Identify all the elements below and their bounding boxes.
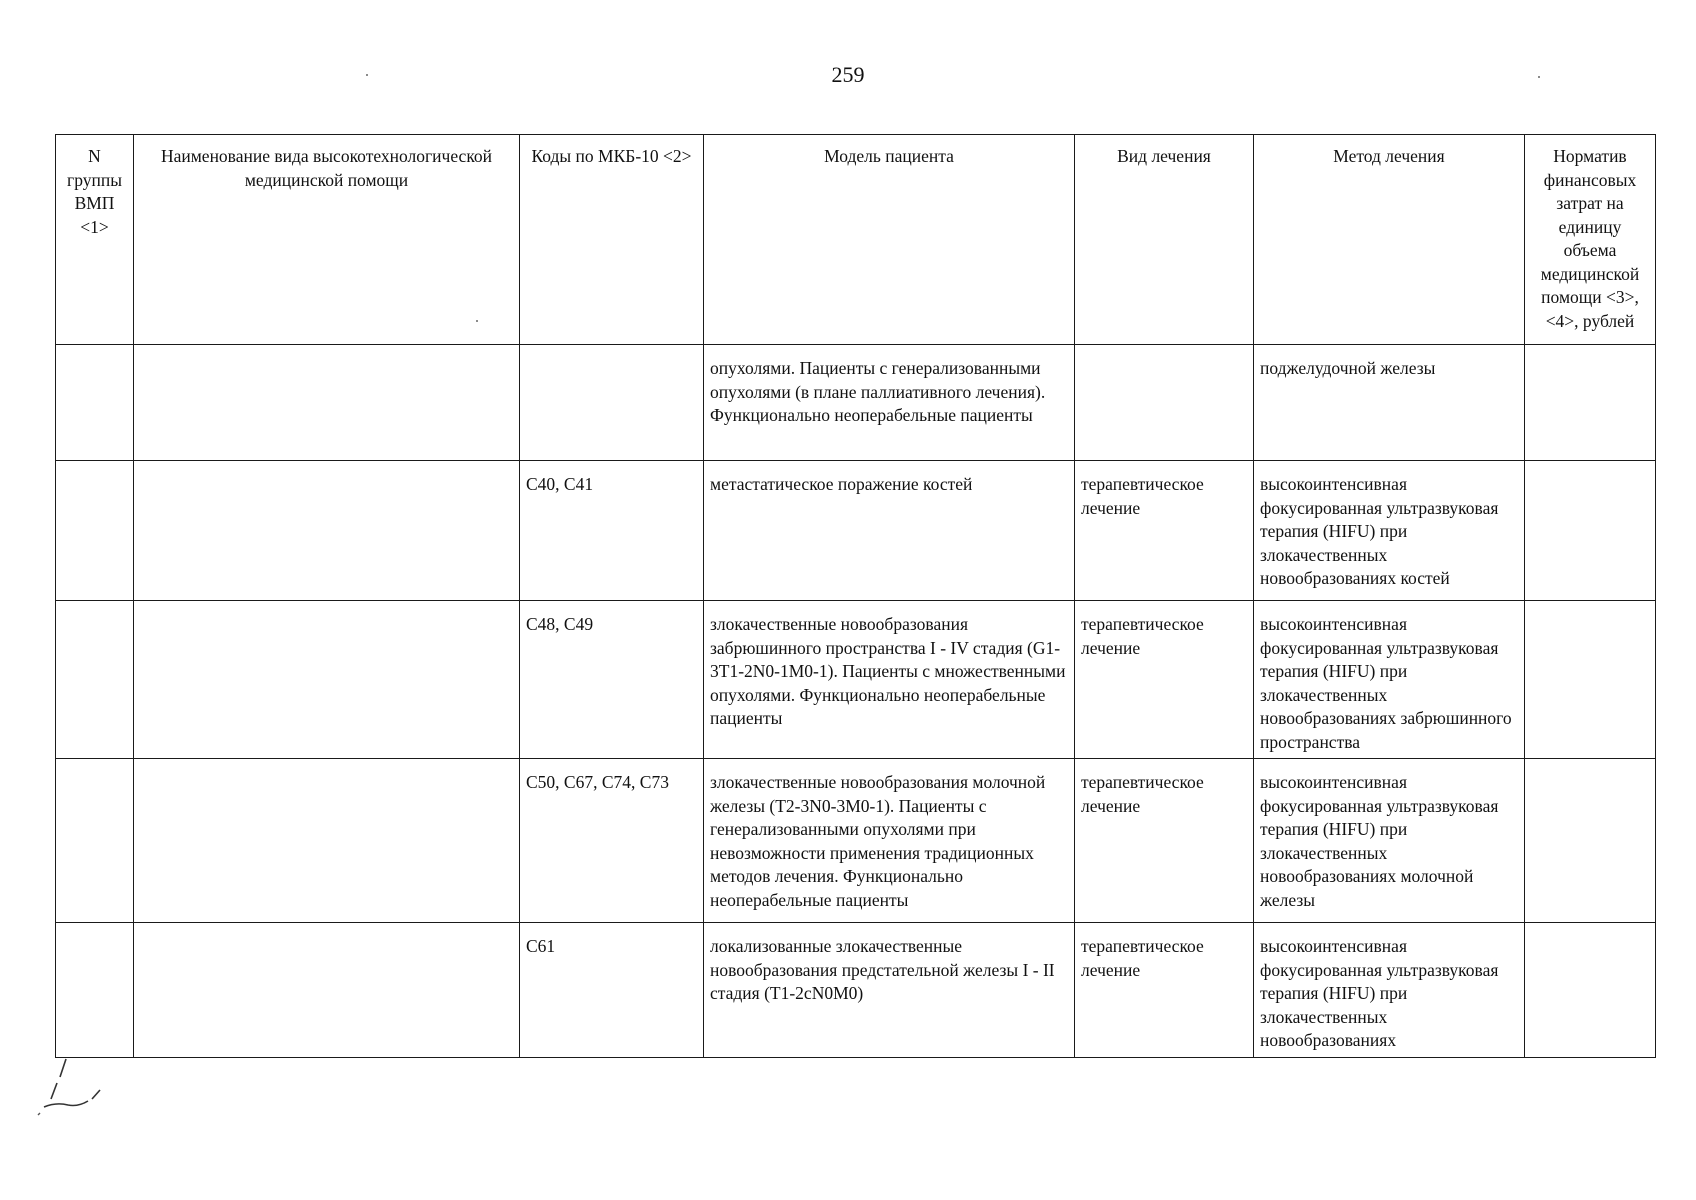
table-row [56,345,1656,461]
header-cost-standard: Норматив финансовых затрат на единицу объема медицинской помощи <3>, <4>, рублей [1525,135,1656,345]
cell-cost [1525,461,1656,601]
cell-cost [1525,759,1656,923]
cell-name [134,461,520,601]
vmp-table [55,134,1656,1058]
cell-codes: C50, C67, C74, C73 [520,759,704,923]
cell-method: высокоинтенсивная фокусированная ультразвуковая терапия (HIFU) при злокачественных новообразованиях [1254,923,1525,1058]
cell-method: высокоинтенсивная фокусированная ультразвуковая терапия (HIFU) при злокачественных новообразованиях костей [1254,461,1525,601]
cell-cost [1525,923,1656,1058]
cell-model: опухолями. Пациенты с генерализованными опухолями (в плане паллиативного лечения). Функционально неоперабельные пациенты [704,345,1075,461]
cell-treatment: терапевтическое лечение [1075,601,1254,759]
cell-treatment: терапевтическое лечение [1075,923,1254,1058]
cell-model: метастатическое поражение костей [704,461,1075,601]
cell-name [134,923,520,1058]
cell-group [56,601,134,759]
table-row [56,461,1656,601]
cell-treatment [1075,345,1254,461]
cell-codes: C61 [520,923,704,1058]
cell-codes: C40, C41 [520,461,704,601]
cell-model: локализованные злокачественные новообразования предстательной железы I - II стадия (T1-2cN0M0) [704,923,1075,1058]
cell-name [134,345,520,461]
header-icd10-codes: Коды по МКБ-10 <2> [520,135,704,345]
cell-treatment: терапевтическое лечение [1075,759,1254,923]
cell-cost [1525,345,1656,461]
cell-model: злокачественные новообразования молочной железы (T2-3N0-3M0-1). Пациенты с генерализованными опухолями при невозможности применения традиционных методов лечения. Функционально неоперабельные пациенты [704,759,1075,923]
cell-group [56,345,134,461]
scan-speck [476,320,478,322]
cell-name [134,759,520,923]
table-header-row [56,135,1656,345]
cell-method: поджелудочной железы [1254,345,1525,461]
table-row [56,923,1656,1058]
page-number: 259 [831,62,865,87]
cell-method: высокоинтенсивная фокусированная ультразвуковая терапия (HIFU) при злокачественных новообразованиях молочной железы [1254,759,1525,923]
scan-speck [1538,76,1540,78]
cell-method: высокоинтенсивная фокусированная ультразвуковая терапия (HIFU) при злокачественных новообразованиях забрюшинного пространства [1254,601,1525,759]
cell-codes: C48, C49 [520,601,704,759]
header-patient-model: Модель пациента [704,135,1075,345]
table-row [56,601,1656,759]
header-treatment-method: Метод лечения [1254,135,1525,345]
cell-group [56,923,134,1058]
header-treatment-type: Вид лечения [1075,135,1254,345]
cell-group [56,759,134,923]
cell-treatment: терапевтическое лечение [1075,461,1254,601]
cell-cost [1525,601,1656,759]
cell-codes [520,345,704,461]
header-care-type-name: Наименование вида высокотехнологической медицинской помощи [134,135,520,345]
pen-mark [30,1055,110,1125]
cell-name [134,601,520,759]
scan-speck [366,74,368,76]
cell-group [56,461,134,601]
cell-model: злокачественные новообразования забрюшинного пространства I - IV стадия (G1-3T1-2N0-1M0-1). Пациенты с множественными опухолями. Функционально неоперабельные пациенты [704,601,1075,759]
table-row [56,759,1656,923]
header-group-number: N группы ВМП <1> [56,135,134,345]
